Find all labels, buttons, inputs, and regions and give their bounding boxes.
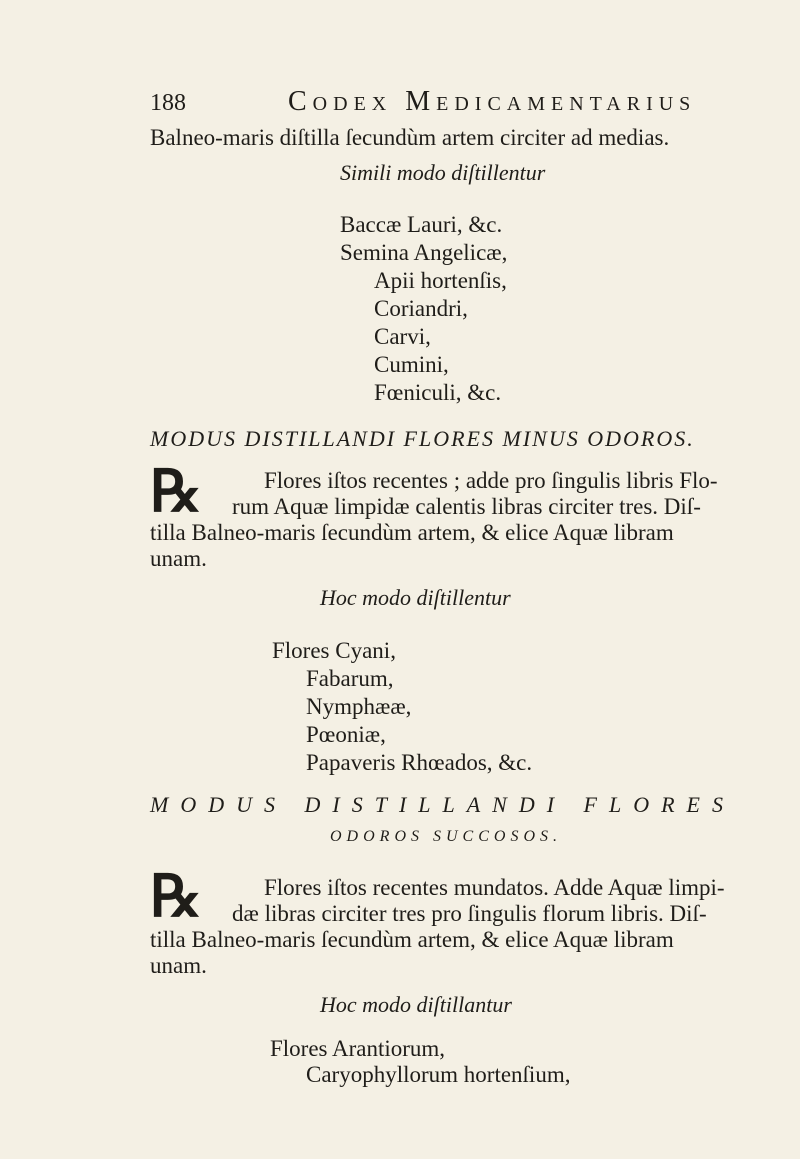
intro-line: Balneo-maris diſtilla ſecundùm artem circiter ad medias. [150, 125, 670, 150]
recipe-symbol-icon: ℞ [150, 864, 198, 929]
list-item: Fabarum, [306, 666, 394, 691]
section2-subheading: Hoc modo diſtillentur [320, 585, 511, 610]
list-item: Nymphææ, [306, 694, 412, 719]
list-item: Apii hortenſis, [374, 268, 507, 293]
recipe-line: unam. [150, 546, 207, 571]
list-item: Cumini, [374, 352, 449, 377]
list-item: Fœniculi, &c. [374, 380, 502, 405]
list-item: Papaveris Rhœados, &c. [306, 750, 533, 775]
list-item: Caryophyllorum hortenſium, [306, 1062, 571, 1087]
page-number: 188 [150, 90, 186, 116]
list-item: Carvi, [374, 324, 431, 349]
list-item: Pœoniæ, [306, 722, 386, 747]
recipe-line: Flores iſtos recentes mundatos. Adde Aquæ limpi- [264, 875, 725, 900]
recipe-line: Flores iſtos recentes ; adde pro ſingulis libris Flo- [264, 468, 718, 493]
list-item: Flores Arantiorum, [270, 1036, 446, 1061]
section3-subheading: Hoc modo diſtillantur [320, 992, 512, 1017]
recipe-line: tilla Balneo-maris ſecundùm artem, & elice Aquæ libram [150, 927, 674, 952]
section2-title: MODUS DISTILLANDI FLORES MINUS ODOROS. [150, 426, 695, 451]
list-item: Semina Angelicæ, [340, 240, 508, 265]
section3-title: MODUS DISTILLANDI FLORES [150, 792, 735, 817]
list-item: Baccæ Lauri, &c. [340, 212, 503, 237]
list-item: Coriandri, [374, 296, 468, 321]
recipe-line: unam. [150, 953, 207, 978]
running-title: Codex Medicamentarius [288, 86, 697, 117]
recipe-line: tilla Balneo-maris ſecundùm artem, & elice Aquæ libram [150, 520, 674, 545]
recipe-line: dæ libras circiter tres pro ſingulis florum libris. Diſ- [232, 901, 707, 926]
recipe-symbol-icon: ℞ [150, 459, 198, 524]
list-item: Flores Cyani, [272, 638, 396, 663]
recipe-line: rum Aquæ limpidæ calentis libras circiter tres. Diſ- [232, 494, 701, 519]
section1-heading: Simili modo diſtillentur [340, 160, 546, 185]
section3-subtitle: ODOROS SUCCOSOS. [330, 828, 562, 845]
